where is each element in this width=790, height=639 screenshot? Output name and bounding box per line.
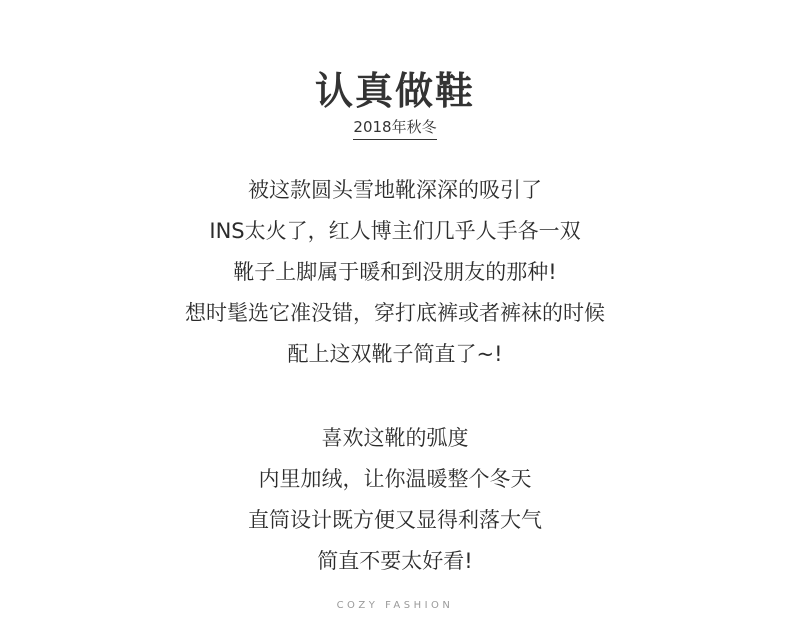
description-line: 内里加绒，让你温暖整个冬天	[258, 467, 532, 491]
description-line: INS太火了，红人博主们几乎人手各一双	[209, 219, 581, 243]
subtitle-container	[0, 116, 790, 140]
description-line: 靴子上脚属于暖和到没朋友的那种!	[233, 260, 557, 284]
description-line: 简直不要太好看!	[317, 549, 473, 573]
description-line: 配上这双靴子简直了~!	[287, 342, 503, 366]
brand-footer: COZY FASHION	[336, 600, 454, 611]
description-line: 直筒设计既方便又显得利落大气	[248, 508, 542, 532]
description-line: 喜欢这靴的弧度	[321, 426, 469, 450]
description-paragraph-1	[0, 170, 790, 375]
page-title: 认真做鞋	[314, 69, 475, 114]
description-paragraph-2	[0, 418, 790, 582]
description-line: 被这款圆头雪地靴深深的吸引了	[248, 178, 542, 202]
description-line: 想时髦选它准没错，穿打底裤或者裤袜的时候	[185, 301, 605, 325]
season-subtitle: 2018年秋冬	[353, 116, 436, 140]
